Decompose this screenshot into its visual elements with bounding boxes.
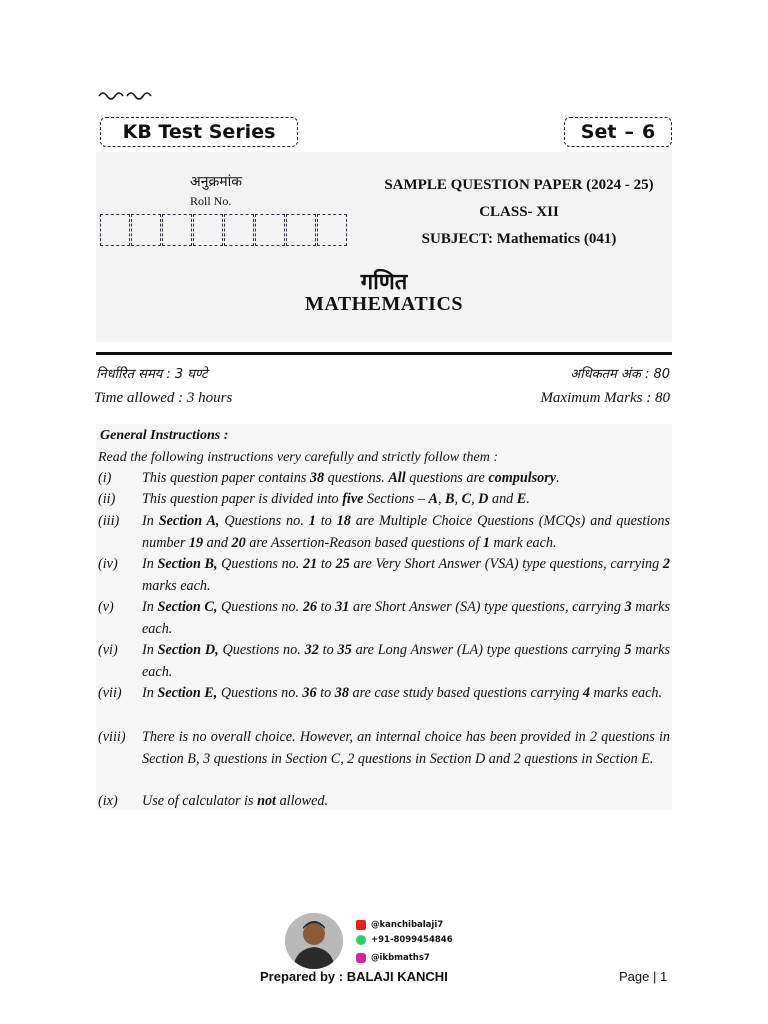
instruction-text: In Section D, Questions no. 32 to 35 are Long Answer (LA) type questions carrying 5 marks each. <box>142 642 670 680</box>
paper-line-2: CLASS- XII <box>479 204 559 220</box>
roll-box <box>255 214 285 246</box>
roll-box <box>193 214 223 246</box>
instruction-text: This question paper contains 38 questions. All questions are compulsory. <box>142 470 560 486</box>
header-divider <box>96 352 672 355</box>
instruction-item <box>98 640 670 683</box>
instruction-text: Use of calculator is not allowed. <box>142 793 329 809</box>
time-allowed-english: Time allowed : 3 hours <box>94 390 233 406</box>
instruction-number: (vi) <box>98 642 118 658</box>
set-number: 6 <box>641 121 656 143</box>
instruction-number: (ix) <box>98 793 118 809</box>
series-label-box <box>100 117 298 147</box>
paper-heading <box>340 172 698 253</box>
instructions-lead: Read the following instructions very carefully and strictly follow them : <box>98 450 498 465</box>
instruction-number: (ii) <box>98 491 116 507</box>
title-english: MATHEMATICS <box>304 293 464 315</box>
instruction-item <box>98 489 670 511</box>
instruction-item <box>98 554 670 597</box>
instagram-handle: @ikbmaths7 <box>371 953 430 963</box>
instruction-text: This question paper is divided into five Sections – A, B, C, D and E. <box>142 491 530 507</box>
decorative-wave <box>98 88 152 102</box>
instruction-item <box>98 597 670 640</box>
roll-box <box>286 214 316 246</box>
instruction-number: (iii) <box>98 513 120 529</box>
instruction-item <box>98 683 670 705</box>
instruction-item <box>98 727 670 770</box>
instruction-item <box>98 511 670 554</box>
roll-box <box>224 214 254 246</box>
prepared-by: Prepared by : BALAJI KANCHI <box>260 969 448 984</box>
author-photo <box>285 913 343 969</box>
instruction-item <box>98 791 670 813</box>
set-label: Set <box>580 121 617 143</box>
roll-number-boxes <box>100 214 348 246</box>
roll-label-english: Roll No. <box>190 194 232 208</box>
set-label-box <box>564 117 672 147</box>
instruction-text: In Section C, Questions no. 26 to 31 are Short Answer (SA) type questions, carrying 3 marks each. <box>142 599 670 637</box>
instruction-number: (viii) <box>98 729 126 745</box>
instruction-number: (iv) <box>98 556 118 572</box>
title-hindi: गणित <box>360 270 408 295</box>
whatsapp-icon <box>356 935 366 945</box>
youtube-handle: @kanchibalaji7 <box>371 920 444 930</box>
instruction-text: In Section E, Questions no. 36 to 38 are case study based questions carrying 4 marks each. <box>142 685 663 701</box>
roll-box <box>162 214 192 246</box>
instruction-number: (vii) <box>98 685 122 701</box>
youtube-handle-row <box>356 920 443 930</box>
instruction-number: (v) <box>98 599 114 615</box>
youtube-icon <box>356 920 366 930</box>
whatsapp-handle-row <box>356 935 453 945</box>
max-marks-hindi: अधिकतम अंक : 80 <box>570 367 670 382</box>
instruction-text: In Section A, Questions no. 1 to 18 are Multiple Choice Questions (MCQs) and questions number 19 and 20 are Assertion-Reason based questions of 1 mark each. <box>142 513 670 551</box>
instruction-text: In Section B, Questions no. 21 to 25 are Very Short Answer (VSA) type questions, carrying 2 marks each. <box>142 556 670 594</box>
instruction-text: There is no overall choice. However, an internal choice has been provided in 2 questions in Section B, 3 questions in Section C, 2 questions in Section D and 2 questions in Section E. <box>142 729 670 767</box>
max-marks-english: Maximum Marks : 80 <box>540 390 670 406</box>
instruction-number: (i) <box>98 470 112 486</box>
time-allowed-hindi: निर्धारित समय : 3 घण्टे <box>96 367 208 382</box>
page-number: Page | 1 <box>619 969 668 984</box>
paper-line-1: SAMPLE QUESTION PAPER (2024 - 25) <box>384 177 654 193</box>
series-label: KB Test Series <box>122 121 276 143</box>
instagram-handle-row <box>356 953 430 963</box>
roll-box <box>131 214 161 246</box>
roll-label-hindi: अनुक्रमांक <box>190 174 242 190</box>
instructions-title: General Instructions : <box>100 428 229 443</box>
paper-line-3: SUBJECT: Mathematics (041) <box>421 231 617 247</box>
instruction-item <box>98 468 670 490</box>
whatsapp-number: +91-8099454846 <box>371 935 453 945</box>
set-dash: – <box>624 121 634 143</box>
roll-box <box>100 214 130 246</box>
instagram-icon <box>356 953 366 963</box>
